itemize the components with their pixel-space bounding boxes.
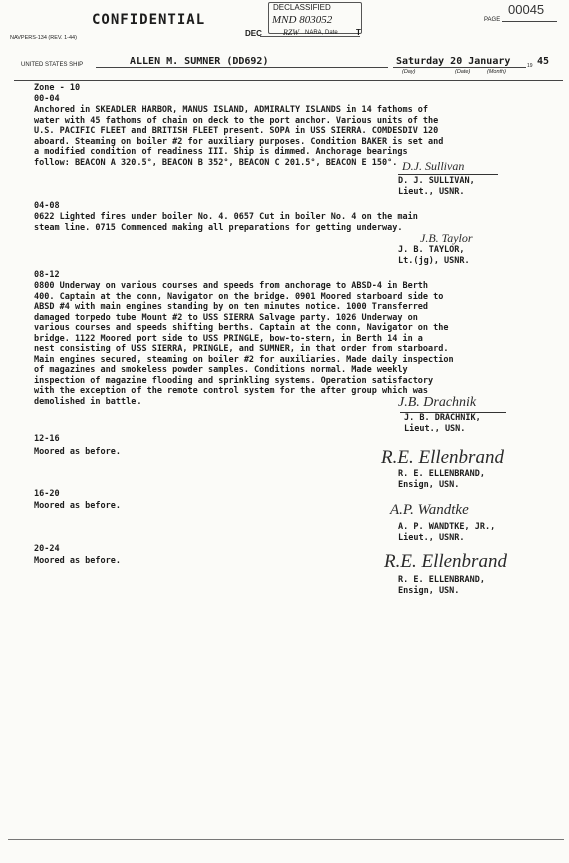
watch-period: 08-12 <box>34 270 60 280</box>
entry-line: a modified condition of readiness III. Ship is dimmed. Anchorage bearings <box>34 147 408 157</box>
page-rule <box>502 21 557 22</box>
officer-signature: R.E. Ellenbrand <box>381 447 504 468</box>
header-rule <box>14 80 563 81</box>
signature-rule <box>398 174 498 175</box>
officer-name: J. B. TAYLOR, <box>398 245 465 255</box>
watch-entry <box>34 281 454 407</box>
officer-rank: Lieut., USNR. <box>398 533 465 543</box>
entry-line: demolished in battle. <box>34 396 142 407</box>
officer-rank: Lt.(jg), USNR. <box>398 256 470 266</box>
entry-line: ABSD #4 with main engines standing by on ten minutes notice. 1000 Transferred <box>34 302 429 312</box>
dec-rule <box>260 36 360 37</box>
ship-label: UNITED STATES SHIP <box>21 62 84 68</box>
entry-line: Main engines secured, steaming on boiler #2 for auxiliaries. Made daily inspection <box>34 354 454 365</box>
officer-rank: Ensign, USN. <box>398 480 460 490</box>
dec-signature: RZW <box>283 28 299 37</box>
ship-rule <box>96 67 388 68</box>
day-caption: (Day) <box>402 69 416 75</box>
officer-name: J. B. DRACHNIK, <box>404 413 481 423</box>
officer-signature: D.J. Sullivan <box>402 159 465 173</box>
entry-line: 400. Captain at the conn, Navigator on the bridge. 0901 Moored starboard side to <box>34 291 444 302</box>
entry-line: Anchored in SKEADLER HARBOR, MANUS ISLAND, ADMIRALTY ISLANDS in 14 fathoms of <box>34 105 429 115</box>
officer-rank: Lieut., USN. <box>404 424 466 434</box>
officer-rank: Ensign, USN. <box>398 586 460 596</box>
entry-line: 0622 Lighted fires under boiler No. 4. 0657 Cut in boiler No. 4 on the main <box>34 212 418 222</box>
stamp-title: DECLASSIFIED <box>273 3 331 12</box>
page-number: 00045 <box>508 2 545 17</box>
officer-signature: J.B. Drachnik <box>398 395 477 410</box>
entry-line: follow: BEACON A 320.5°, BEACON B 352°, BEACON C 201.5°, BEACON E 150°. <box>34 157 398 168</box>
entry-line: water with 45 fathoms of chain on deck to the port anchor. Various units of the <box>34 115 439 126</box>
entry-line: various courses and speeds shifting berths. Captain at the conn, Navigator on the <box>34 323 449 333</box>
watch-period: 16-20 <box>34 489 60 499</box>
entry-line: nest consisting of USS SIERRA, PRINGLE, and SUMNER, in that order from starboard. <box>34 344 449 354</box>
entry-line: Moored as before. <box>34 556 121 566</box>
classification-label: CONFIDENTIAL <box>92 12 206 28</box>
entry-line: 0800 Underway on various courses and speeds from anchorage to ABSD-4 in Berth <box>34 281 429 291</box>
entry-line: inspection of magazine flooding and sprinkling systems. Operation satisfactory <box>34 375 434 386</box>
entry-line: Moored as before. <box>34 501 121 511</box>
officer-rank: Lieut., USNR. <box>398 187 465 197</box>
watch-period: 12-16 <box>34 434 60 444</box>
ship-name: ALLEN M. SUMNER (DD692) <box>130 56 269 67</box>
month-caption: (Month) <box>487 69 506 75</box>
entry-line: aboard. Steaming on boiler #2 for auxiliary purposes. Condition BAKER is set and <box>34 136 444 147</box>
watch-entry <box>34 105 443 168</box>
log-year: 45 <box>537 56 550 67</box>
officer-signature: R.E. Ellenbrand <box>384 551 507 572</box>
form-number: NAVPERS-134 (REV. 1-44) <box>10 35 77 41</box>
date-caption: (Date) <box>455 69 471 75</box>
stamp-authority: MND 803052 <box>272 14 333 26</box>
zone-label: Zone - 10 <box>34 83 81 93</box>
officer-signature: A.P. Wandtke <box>390 502 469 518</box>
date-rule <box>393 67 526 68</box>
year-prefix: 19 <box>527 63 533 69</box>
dec-by: NARA, Date <box>305 30 338 36</box>
log-date: Saturday 20 January <box>396 56 511 67</box>
officer-name: R. E. ELLENBRAND, <box>398 469 485 479</box>
page-bottom-rule <box>8 839 564 840</box>
dec-label: DEC <box>245 29 262 38</box>
entry-line: U.S. PACIFIC FLEET and BRITISH FLEET present. SOPA in USS SIERRA. COMDESDIV 120 <box>34 126 439 136</box>
officer-name: A. P. WANDTKE, JR., <box>398 522 496 532</box>
watch-period: 20-24 <box>34 544 60 554</box>
page-label: PAGE <box>484 17 501 23</box>
watch-entry <box>34 212 418 233</box>
entry-line: bridge. 1122 Moored port side to USS PRINGLE, bow-to-stern, in Berth 14 in a <box>34 333 423 344</box>
officer-signature: J.B. Taylor <box>420 231 473 245</box>
entry-line: with the exception of the remote control system for the after group which was <box>34 386 429 396</box>
watch-period: 00-04 <box>34 94 60 104</box>
entry-line: damaged torpedo tube Mount #2 to USS SIERRA Salvage party. 1026 Underway on <box>34 312 418 323</box>
watch-period: 04-08 <box>34 201 60 211</box>
officer-name: D. J. SULLIVAN, <box>398 176 475 186</box>
officer-name: R. E. ELLENBRAND, <box>398 575 485 585</box>
dec-suffix: T <box>356 28 361 37</box>
entry-line: steam line. 0715 Commenced making all preparations for getting underway. <box>34 222 403 233</box>
entry-line: Moored as before. <box>34 447 121 457</box>
entry-line: of magazines and smokeless powder samples. Conditions normal. Made weekly <box>34 365 408 375</box>
